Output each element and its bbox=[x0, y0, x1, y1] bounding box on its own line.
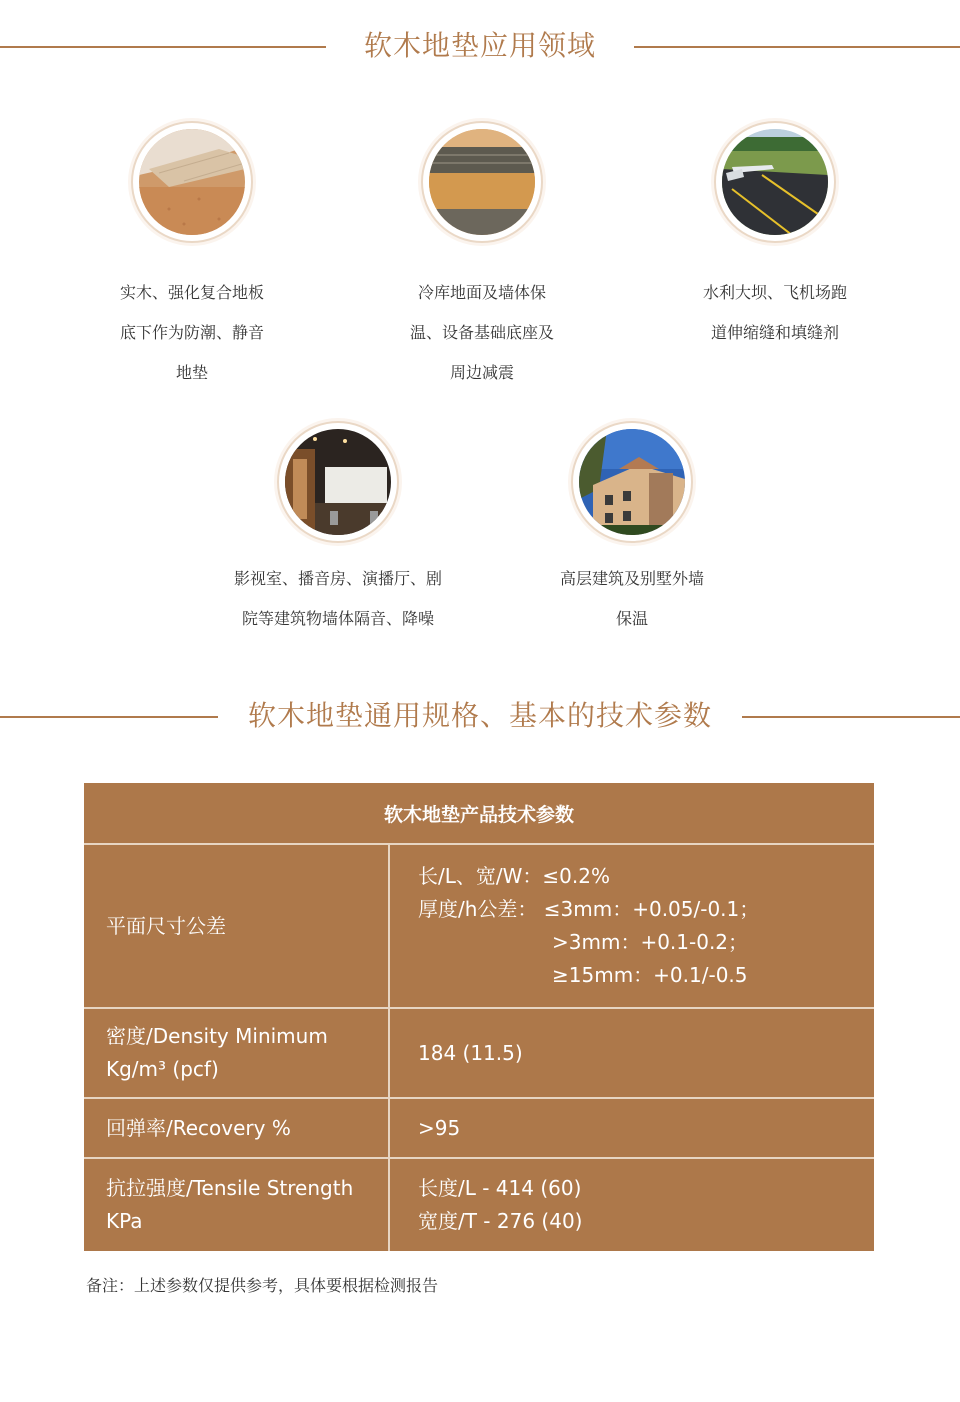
header-line-right bbox=[634, 46, 960, 48]
row-label bbox=[84, 1008, 389, 1098]
row-label: 平面尺寸公差 bbox=[84, 844, 389, 1008]
application-item-theater bbox=[208, 421, 468, 639]
value-line: 长度/L - 414 (60) bbox=[418, 1176, 582, 1200]
footnote: 备注：上述参数仅提供参考，具体要根据检测报告 bbox=[86, 1276, 439, 1295]
table-header: 软木地垫产品技术参数 bbox=[84, 783, 874, 844]
caption-line: 道伸缩缝和填缝剂 bbox=[710, 323, 839, 342]
row-value: >95 bbox=[389, 1098, 874, 1158]
section-header-applications bbox=[0, 26, 960, 66]
application-caption bbox=[645, 273, 905, 353]
caption-line: 底下作为防潮、静音 bbox=[119, 323, 264, 342]
table-row bbox=[84, 1098, 874, 1158]
header-line-right bbox=[742, 716, 960, 718]
application-image-circle bbox=[421, 121, 543, 243]
runway-image bbox=[722, 129, 828, 235]
value-line: 长/L、宽/W：≤0.2% bbox=[418, 864, 610, 888]
application-caption bbox=[502, 559, 762, 639]
application-caption bbox=[352, 273, 612, 393]
value-line: 厚度/h公差： ≤3mm：+0.05/-0.1； bbox=[418, 897, 760, 921]
value-line: 宽度/T - 276 (40) bbox=[418, 1209, 583, 1233]
caption-line: 周边减震 bbox=[449, 363, 514, 382]
application-caption bbox=[62, 273, 322, 393]
row-value: 184 (11.5) bbox=[389, 1008, 874, 1098]
application-item-runway bbox=[645, 121, 905, 353]
row-label bbox=[84, 1158, 389, 1251]
section-title: 软木地垫通用规格、基本的技术参数 bbox=[247, 699, 712, 732]
caption-line: 温、设备基础底座及 bbox=[409, 323, 554, 342]
application-item-cold-storage bbox=[352, 121, 612, 393]
table-row bbox=[84, 1008, 874, 1098]
row-value bbox=[389, 844, 874, 1008]
application-item-flooring bbox=[62, 121, 322, 393]
caption-line: 水利大坝、飞机场跑 bbox=[702, 283, 847, 302]
theater-image bbox=[285, 429, 391, 535]
villa-image bbox=[579, 429, 685, 535]
label-line: KPa bbox=[106, 1209, 143, 1233]
application-caption bbox=[208, 559, 468, 639]
row-value bbox=[389, 1158, 874, 1251]
caption-line: 冷库地面及墙体保 bbox=[417, 283, 546, 302]
cold-storage-image bbox=[429, 129, 535, 235]
caption-line: 影视室、播音房、演播厅、剧 bbox=[233, 569, 442, 588]
application-image-circle bbox=[571, 421, 693, 543]
application-image-circle bbox=[714, 121, 836, 243]
section-header-specs bbox=[0, 696, 960, 736]
label-line: 密度/Density Minimum bbox=[106, 1024, 328, 1048]
application-item-villa bbox=[502, 421, 762, 639]
spec-table bbox=[84, 783, 874, 1251]
caption-line: 保温 bbox=[615, 609, 648, 628]
label-line: 抗拉强度/Tensile Strength bbox=[106, 1176, 354, 1200]
caption-line: 实木、强化复合地板 bbox=[119, 283, 264, 302]
value-line: ≥15mm：+0.1/-0.5 bbox=[552, 963, 748, 987]
section-title: 软木地垫应用领域 bbox=[363, 29, 596, 62]
row-label: 回弹率/Recovery % bbox=[84, 1098, 389, 1158]
caption-line: 院等建筑物墙体隔音、降噪 bbox=[241, 609, 434, 628]
application-image-circle bbox=[131, 121, 253, 243]
table-row bbox=[84, 844, 874, 1008]
table-row bbox=[84, 1158, 874, 1251]
caption-line: 地垫 bbox=[175, 363, 208, 382]
application-image-circle bbox=[277, 421, 399, 543]
label-line: Kg/m³ (pcf) bbox=[106, 1057, 219, 1081]
caption-line: 高层建筑及别墅外墙 bbox=[559, 569, 704, 588]
flooring-image bbox=[139, 129, 245, 235]
value-line: >3mm：+0.1-0.2； bbox=[552, 930, 749, 954]
